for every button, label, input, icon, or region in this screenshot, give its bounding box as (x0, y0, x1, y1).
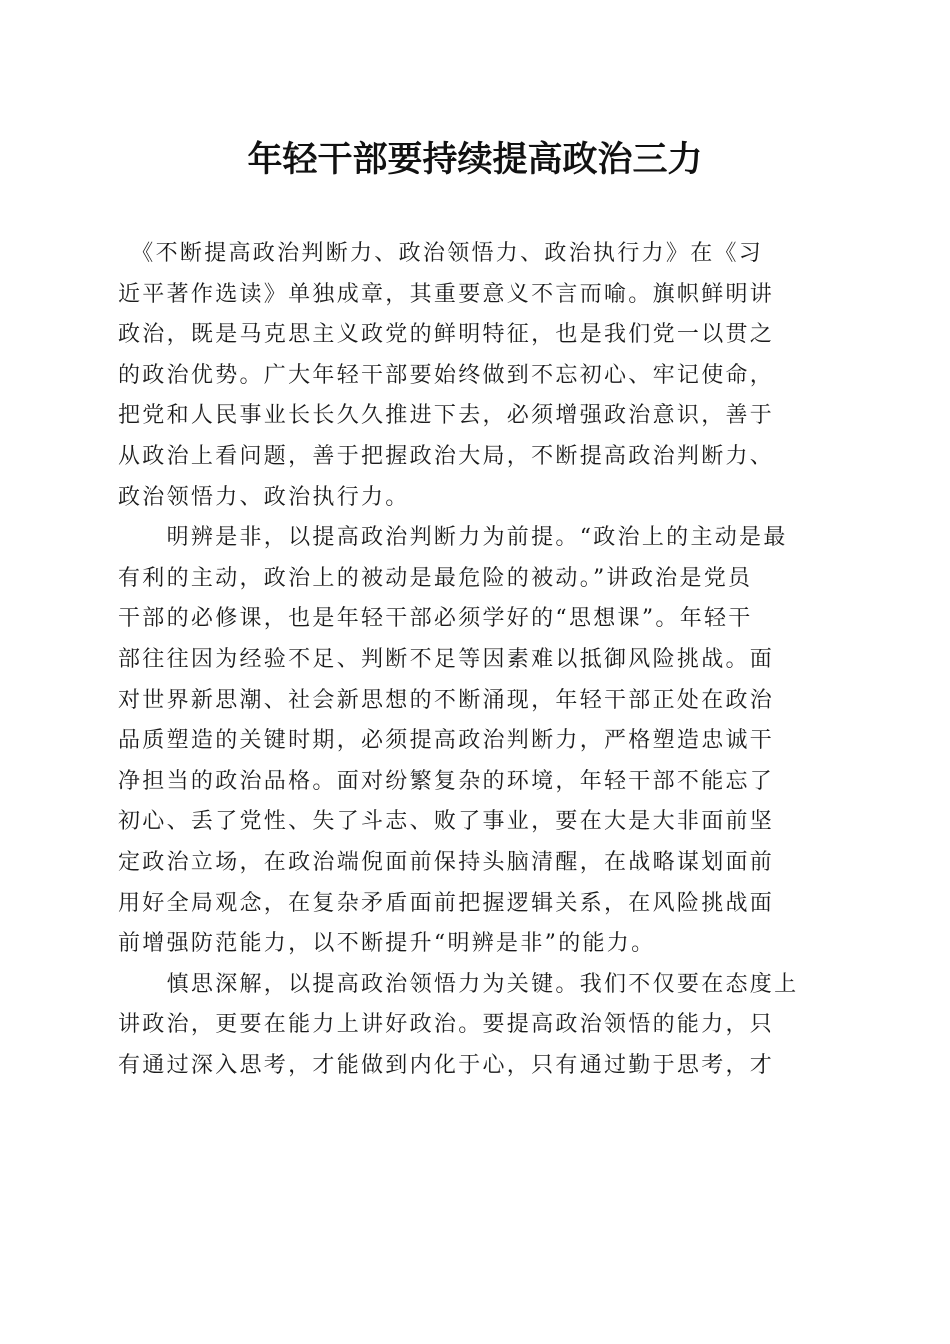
body-line: 用好全局观念，在复杂矛盾面前把握逻辑关系，在风险挑战面 (118, 890, 775, 916)
body-line: 的政治优势。广大年轻干部要始终做到不忘初心、牢记使命， (118, 362, 775, 388)
document-body (118, 234, 828, 1086)
body-line: 前增强防范能力，以不断提升“明辨是非”的能力。 (118, 931, 656, 957)
body-line: 初心、丢了党性、失了斗志、败了事业，要在大是大非面前坚 (118, 809, 775, 835)
document-title: 年轻干部要持续提高政治三力 (247, 139, 703, 180)
body-line: 政治，既是马克思主义政党的鲜明特征，也是我们党一以贯之 (118, 322, 775, 348)
body-line: 净担当的政治品格。面对纷繁复杂的环境，年轻干部不能忘了 (118, 768, 775, 794)
body-line: 定政治立场，在政治端倪面前保持头脑清醒，在战略谋划面前 (118, 849, 775, 875)
body-line: 政治领悟力、政治执行力。 (118, 484, 410, 510)
body-line: 近平著作选读》单独成章，其重要意义不言而喻。旗帜鲜明讲 (118, 281, 775, 307)
body-line: 明辨是非，以提高政治判断力为前提。“政治上的主动是最 (118, 525, 788, 551)
body-line: 品质塑造的关键时期，必须提高政治判断力，严格塑造忠诚干 (118, 728, 775, 754)
body-line: 有通过深入思考，才能做到内化于心，只有通过勤于思考，才 (118, 1052, 775, 1078)
body-line: 干部的必修课，也是年轻干部必须学好的“思想课”。年轻干 (118, 606, 753, 632)
body-line: 从政治上看问题，善于把握政治大局，不断提高政治判断力、 (118, 443, 775, 469)
body-line: 把党和人民事业长长久久推进下去，必须增强政治意识，善于 (118, 403, 775, 429)
body-line: 慎思深解，以提高政治领悟力为关键。我们不仅要在态度上 (118, 971, 799, 997)
body-line: 有利的主动，政治上的被动是最危险的被动。”讲政治是党员 (118, 565, 753, 591)
body-line: 部往往因为经验不足、判断不足等因素难以抵御风险挑战。面 (118, 646, 775, 672)
body-line: 《不断提高政治判断力、政治领悟力、政治执行力》在《习 (118, 241, 764, 266)
body-line: 对世界新思潮、社会新思想的不断涌现，年轻干部正处在政治 (118, 687, 775, 713)
body-line: 讲政治，更要在能力上讲好政治。要提高政治领悟的能力，只 (118, 1012, 775, 1038)
